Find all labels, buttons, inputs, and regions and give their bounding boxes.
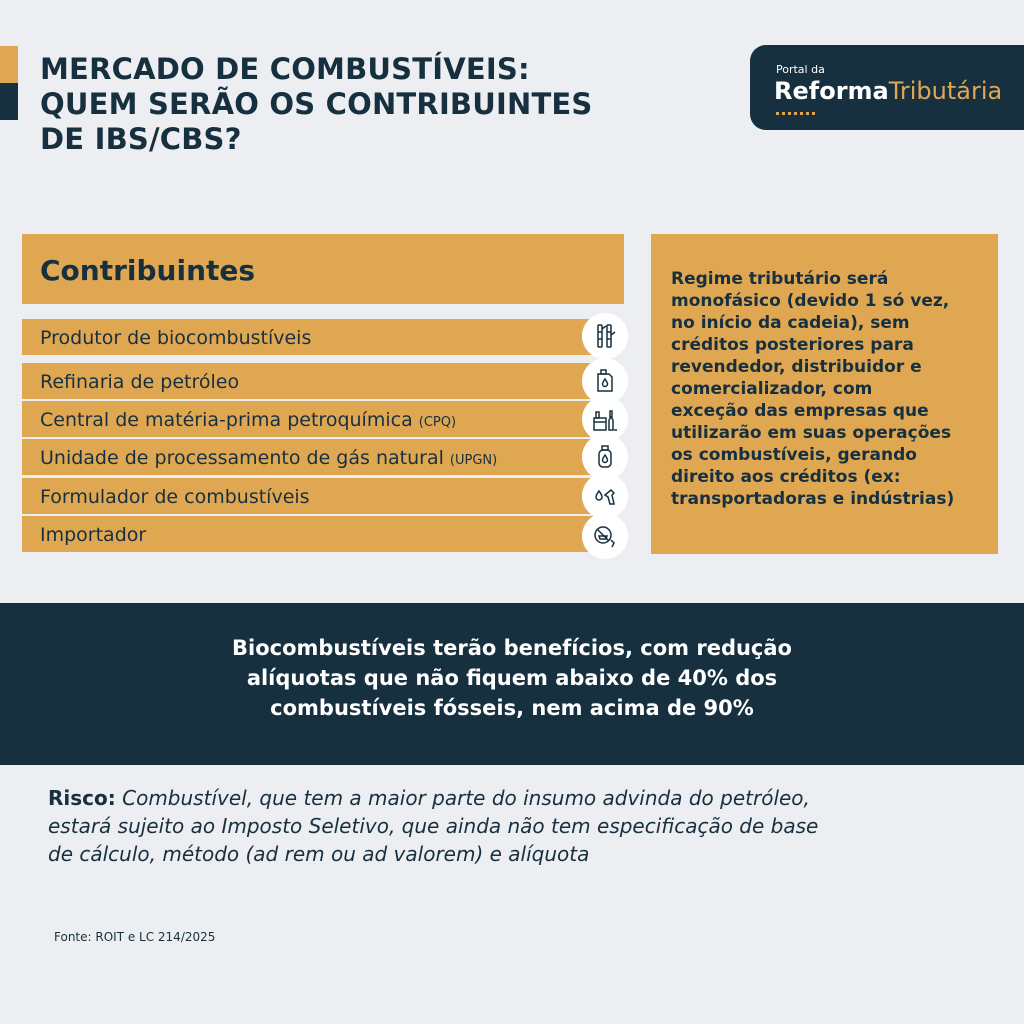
regime-line: comercializador, com — [671, 379, 873, 399]
item-abbr: (UPGN) — [449, 453, 498, 468]
banner-line: Biocombustíveis terão benefícios, com redução — [232, 636, 792, 660]
banner-line: alíquotas que não fiquem abaixo de 40% dos — [246, 666, 778, 690]
risk-line — [48, 784, 988, 812]
risk-line: de cálculo, método (ad rem ou ad valorem) e alíquota — [48, 842, 590, 866]
regime-text — [671, 268, 993, 510]
regime-line: revendedor, distribuidor e — [671, 357, 922, 377]
logo-brand-bold: Reforma — [774, 77, 889, 105]
item-abbr: (CPQ) — [418, 415, 457, 430]
page-title — [40, 52, 680, 157]
list-item-label — [40, 447, 497, 469]
item-label-text: Formulador de combustíveis — [40, 486, 310, 508]
regime-info-box — [651, 234, 998, 554]
list-item-label — [40, 327, 311, 349]
title-line-1: MERCADO DE COMBUSTÍVEIS: — [40, 52, 530, 86]
logo-small-text: Portal da — [776, 63, 825, 76]
import-ship-icon — [582, 513, 628, 559]
title-accent-bar — [0, 46, 18, 120]
risk-text: Combustível, que tem a maior parte do insumo advinda do petróleo, — [115, 786, 810, 810]
item-label-text: Produtor de biocombustíveis — [40, 327, 312, 349]
list-item-label — [40, 524, 146, 546]
logo-brand — [774, 77, 1002, 105]
item-label-text: Central de matéria-prima petroquímica — [40, 409, 419, 431]
banner-line: combustíveis fósseis, nem acima de 90% — [270, 696, 754, 720]
risk-note — [48, 784, 988, 868]
item-label-text: Refinaria de petróleo — [40, 371, 240, 393]
title-line-2: QUEM SERÃO OS CONTRIBUINTES — [40, 87, 593, 121]
list-item-label — [40, 371, 239, 393]
title-line-3: DE IBS/CBS? — [40, 122, 242, 156]
item-label-text: Importador — [40, 524, 147, 546]
list-item — [22, 363, 600, 399]
banner-text — [0, 633, 1024, 723]
risk-line: estará sujeito ao Imposto Seletivo, que ainda não tem especificação de base — [48, 814, 819, 838]
list-item-label — [40, 409, 456, 431]
list-item — [22, 439, 600, 475]
contribuintes-header — [22, 234, 624, 304]
regime-line: exceção das empresas que — [671, 401, 929, 421]
regime-line: transportadoras e indústrias) — [671, 489, 955, 509]
regime-line: os combustíveis, gerando — [671, 445, 917, 465]
regime-line: no início da cadeia), sem — [671, 313, 910, 333]
regime-line: utilizarão em suas operações — [671, 423, 952, 443]
portal-logo — [750, 45, 1024, 130]
biofuel-banner — [0, 603, 1024, 765]
contribuintes-header-label: Contribuintes — [40, 254, 256, 287]
item-label-text: Unidade de processamento de gás natural — [40, 447, 450, 469]
list-item — [22, 516, 600, 552]
accent-bar-navy — [0, 83, 18, 120]
list-item — [22, 319, 600, 355]
regime-line: Regime tributário será — [671, 269, 889, 289]
sugarcane-icon — [582, 313, 628, 359]
list-item — [22, 478, 600, 514]
regime-line: créditos posteriores para — [671, 335, 914, 355]
logo-brand-light: Tributária — [888, 77, 1003, 105]
regime-line: monofásico (devido 1 só vez, — [671, 291, 950, 311]
source-note: Fonte: ROIT e LC 214/2025 — [54, 930, 216, 944]
accent-bar-gold — [0, 46, 18, 83]
logo-dots — [776, 112, 816, 115]
regime-line: direito aos créditos (ex: — [671, 467, 901, 487]
risk-label: Risco: — [48, 786, 116, 810]
list-item — [22, 401, 600, 437]
list-item-label — [40, 486, 310, 508]
